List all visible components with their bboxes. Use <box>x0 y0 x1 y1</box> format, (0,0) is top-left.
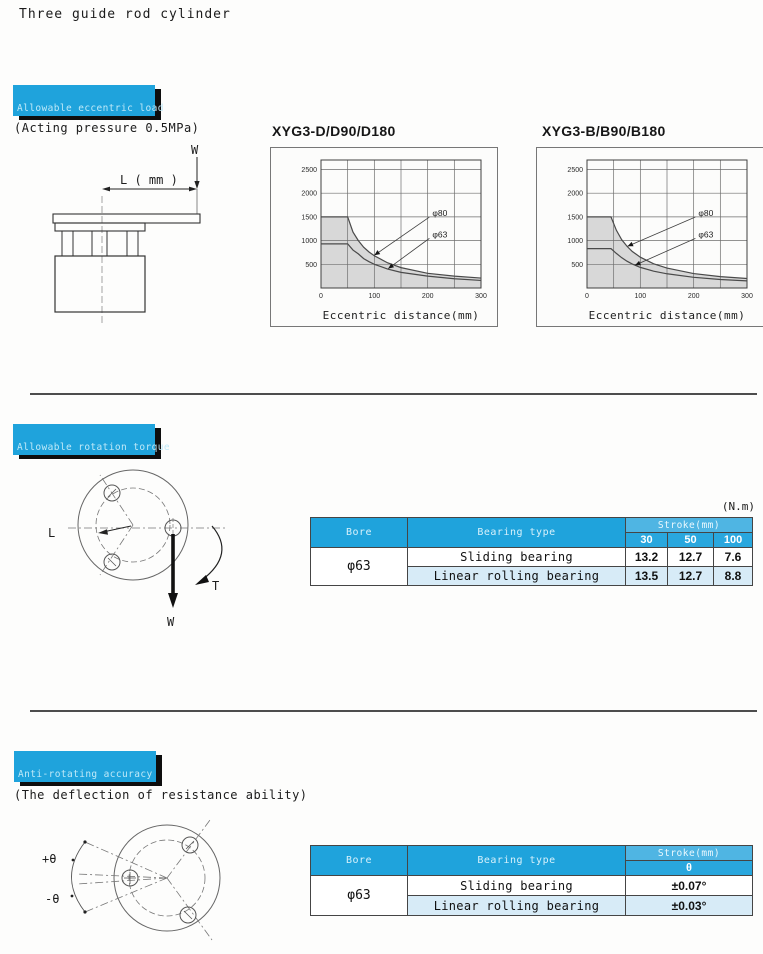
torque-table-header-stroke-50: 50 <box>668 533 714 548</box>
svg-text:1500: 1500 <box>301 214 317 222</box>
svg-text:100: 100 <box>368 293 381 300</box>
svg-text:Eccentric distance(mm): Eccentric distance(mm) <box>322 309 480 322</box>
svg-text:300: 300 <box>741 293 753 300</box>
svg-text:1000: 1000 <box>301 238 317 246</box>
svg-text:200: 200 <box>421 293 434 300</box>
svg-text:2000: 2000 <box>567 190 583 198</box>
force-w-label: W <box>191 143 199 157</box>
torque-l-label: L <box>48 526 56 540</box>
accuracy-table <box>310 845 753 916</box>
section-label-rotation-torque <box>13 424 170 455</box>
torque-table-bore-value: φ63 <box>311 548 408 586</box>
torque-value: 12.7 <box>668 567 714 586</box>
chart-eccentric-b <box>536 147 763 327</box>
section-label-eccentric-load <box>13 85 164 116</box>
section-label-text: Anti-rotating accuracy <box>18 769 153 780</box>
torque-table-header-stroke-30: 30 <box>626 533 668 548</box>
torque-value: 13.2 <box>626 548 668 567</box>
accuracy-table-header-theta: θ <box>626 861 753 876</box>
svg-text:2000: 2000 <box>301 190 317 198</box>
minus-theta-label: -θ <box>45 892 60 906</box>
accuracy-value: ±0.03° <box>626 896 753 916</box>
torque-value: 8.8 <box>714 567 753 586</box>
svg-text:Eccentric distance(mm): Eccentric distance(mm) <box>588 309 746 322</box>
accuracy-table-bore-value: φ63 <box>311 876 408 916</box>
series-label-φ80: φ80 <box>698 208 714 219</box>
torque-value: 13.5 <box>626 567 668 586</box>
accuracy-table-header-bearing-type: Bearing type <box>408 846 626 876</box>
torque-value: 12.7 <box>668 548 714 567</box>
chart-eccentric-d <box>270 147 498 327</box>
anti-rotating-diagram <box>20 800 280 952</box>
accuracy-table-header-stroke: Stroke(mm) <box>626 846 753 861</box>
svg-text:500: 500 <box>305 261 317 269</box>
section-label-text: Allowable eccentric load <box>17 103 164 114</box>
svg-text:0: 0 <box>319 293 323 300</box>
svg-text:100: 100 <box>634 293 647 300</box>
torque-value: 7.6 <box>714 548 753 567</box>
svg-text:1500: 1500 <box>567 214 583 222</box>
series-label-φ80: φ80 <box>432 208 448 219</box>
torque-table-bearing-linear: Linear rolling bearing <box>408 567 626 586</box>
deflection-note: (The deflection of resistance ability) <box>14 788 308 802</box>
torque-table-header-bore: Bore <box>311 518 408 548</box>
torque-w-label: W <box>167 615 175 629</box>
acting-pressure-note: (Acting pressure 0.5MPa) <box>14 121 200 135</box>
torque-t-label: T <box>212 579 220 593</box>
torque-table-header-bearing-type: Bearing type <box>408 518 626 548</box>
section-divider <box>30 710 757 712</box>
svg-text:500: 500 <box>571 261 583 269</box>
series-label-φ63: φ63 <box>698 229 714 240</box>
accuracy-table-header-bore: Bore <box>311 846 408 876</box>
section-label-anti-rotating <box>14 751 156 782</box>
svg-text:200: 200 <box>687 293 700 300</box>
svg-text:300: 300 <box>475 293 487 300</box>
svg-text:0: 0 <box>585 293 589 300</box>
svg-text:2500: 2500 <box>301 166 317 174</box>
eccentric-load-diagram <box>20 140 260 332</box>
section-divider <box>30 393 757 395</box>
torque-table-bearing-sliding: Sliding bearing <box>408 548 626 567</box>
torque-table-header-stroke-100: 100 <box>714 533 753 548</box>
accuracy-value: ±0.07° <box>626 876 753 896</box>
svg-text:1000: 1000 <box>567 238 583 246</box>
torque-table <box>310 517 753 586</box>
svg-text:2500: 2500 <box>567 166 583 174</box>
accuracy-table-bearing-sliding: Sliding bearing <box>408 876 626 896</box>
chart-title-xyg3-d: XYG3-D/D90/D180 <box>272 123 396 139</box>
section-label-text: Allowable rotation torque <box>17 442 170 453</box>
page-title: Three guide rod cylinder <box>19 7 231 22</box>
plus-theta-label: +θ <box>42 852 57 866</box>
accuracy-table-bearing-linear: Linear rolling bearing <box>408 896 626 916</box>
series-label-φ63: φ63 <box>432 229 448 240</box>
torque-table-header-stroke: Stroke(mm) <box>626 518 753 533</box>
torque-unit-label: (N.m) <box>721 500 755 513</box>
rotation-torque-diagram <box>40 458 280 643</box>
distance-l-label: L ( mm ) <box>120 173 178 187</box>
chart-title-xyg3-b: XYG3-B/B90/B180 <box>542 123 666 139</box>
